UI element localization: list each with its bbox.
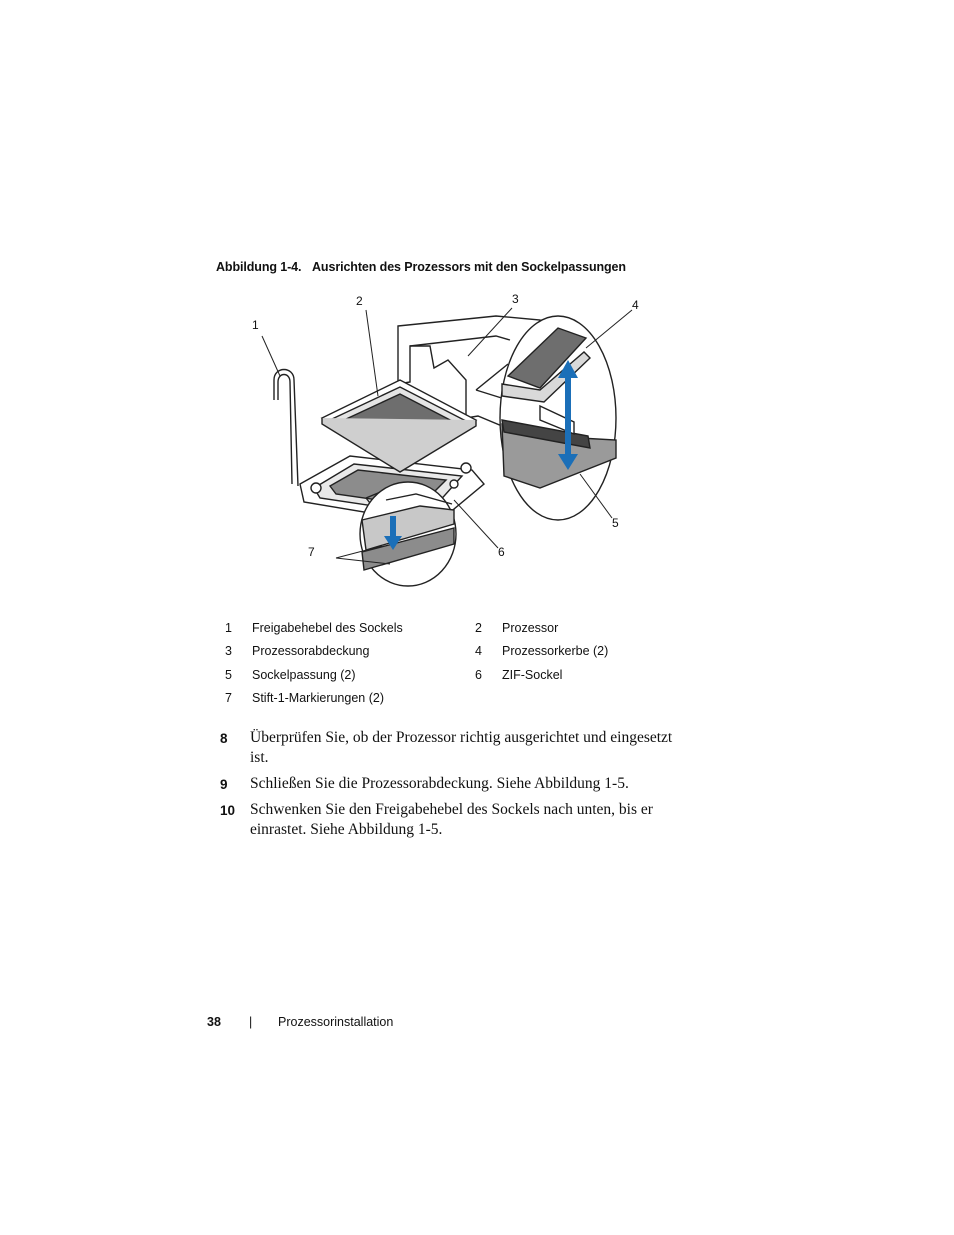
page-number: 38 xyxy=(207,1015,221,1029)
step-item xyxy=(220,800,710,840)
legend-number: 6 xyxy=(475,667,482,682)
step-number: 10 xyxy=(220,803,236,818)
page-footer xyxy=(207,1015,394,1029)
step-text: Schwenken Sie den Freigabehebel des Sockels nach unten, bis er einrastet. Siehe Abbildung 1-5. xyxy=(250,801,653,838)
figure-caption xyxy=(216,260,626,274)
step-text: Schließen Sie die Prozessorabdeckung. Siehe Abbildung 1-5. xyxy=(250,775,629,792)
figure-title: Ausrichten des Prozessors mit den Sockelpassungen xyxy=(312,260,626,274)
legend-number: 5 xyxy=(225,667,232,682)
legend-row xyxy=(225,668,645,691)
callout-5: 5 xyxy=(612,516,619,530)
callout-7: 7 xyxy=(308,545,315,559)
legend-number: 7 xyxy=(225,690,232,705)
callout-6: 6 xyxy=(498,545,505,559)
legend-label: Prozessor xyxy=(502,621,559,635)
legend-label: Stift-1-Markierungen (2) xyxy=(252,690,384,705)
figure-legend xyxy=(225,621,645,714)
legend-row xyxy=(225,691,645,714)
legend-label: Prozessorabdeckung xyxy=(252,644,370,659)
callout-3: 3 xyxy=(512,292,519,306)
step-number: 8 xyxy=(220,731,228,746)
legend-label: Freigabehebel des Sockels xyxy=(252,621,403,635)
zoom-inset-pin1 xyxy=(360,482,456,586)
legend-label: ZIF-Sockel xyxy=(502,667,563,682)
release-lever xyxy=(274,370,298,487)
step-number: 9 xyxy=(220,777,228,792)
legend-label: Prozessorkerbe (2) xyxy=(502,644,609,659)
callout-2: 2 xyxy=(356,294,363,308)
step-item xyxy=(220,774,710,794)
footer-section-title: Prozessorinstallation xyxy=(278,1015,394,1029)
step-item xyxy=(220,728,710,768)
callout-1: 1 xyxy=(252,318,259,332)
legend-number: 4 xyxy=(475,644,482,659)
footer-separator: | xyxy=(249,1015,253,1029)
legend-number: 2 xyxy=(475,621,482,635)
callout-4: 4 xyxy=(632,298,639,312)
legend-label: Sockelpassung (2) xyxy=(252,667,356,682)
procedure-steps xyxy=(220,728,710,846)
figure-number: Abbildung 1-4. xyxy=(216,260,302,274)
legend-number: 3 xyxy=(225,644,232,659)
processor-socket-illustration xyxy=(240,288,660,588)
legend-number: 1 xyxy=(225,621,232,635)
legend-row xyxy=(225,621,645,644)
step-text: Überprüfen Sie, ob der Prozessor richtig ausgerichtet und eingesetzt ist. xyxy=(250,729,673,766)
illustration-svg xyxy=(240,288,660,588)
legend-row xyxy=(225,644,645,667)
